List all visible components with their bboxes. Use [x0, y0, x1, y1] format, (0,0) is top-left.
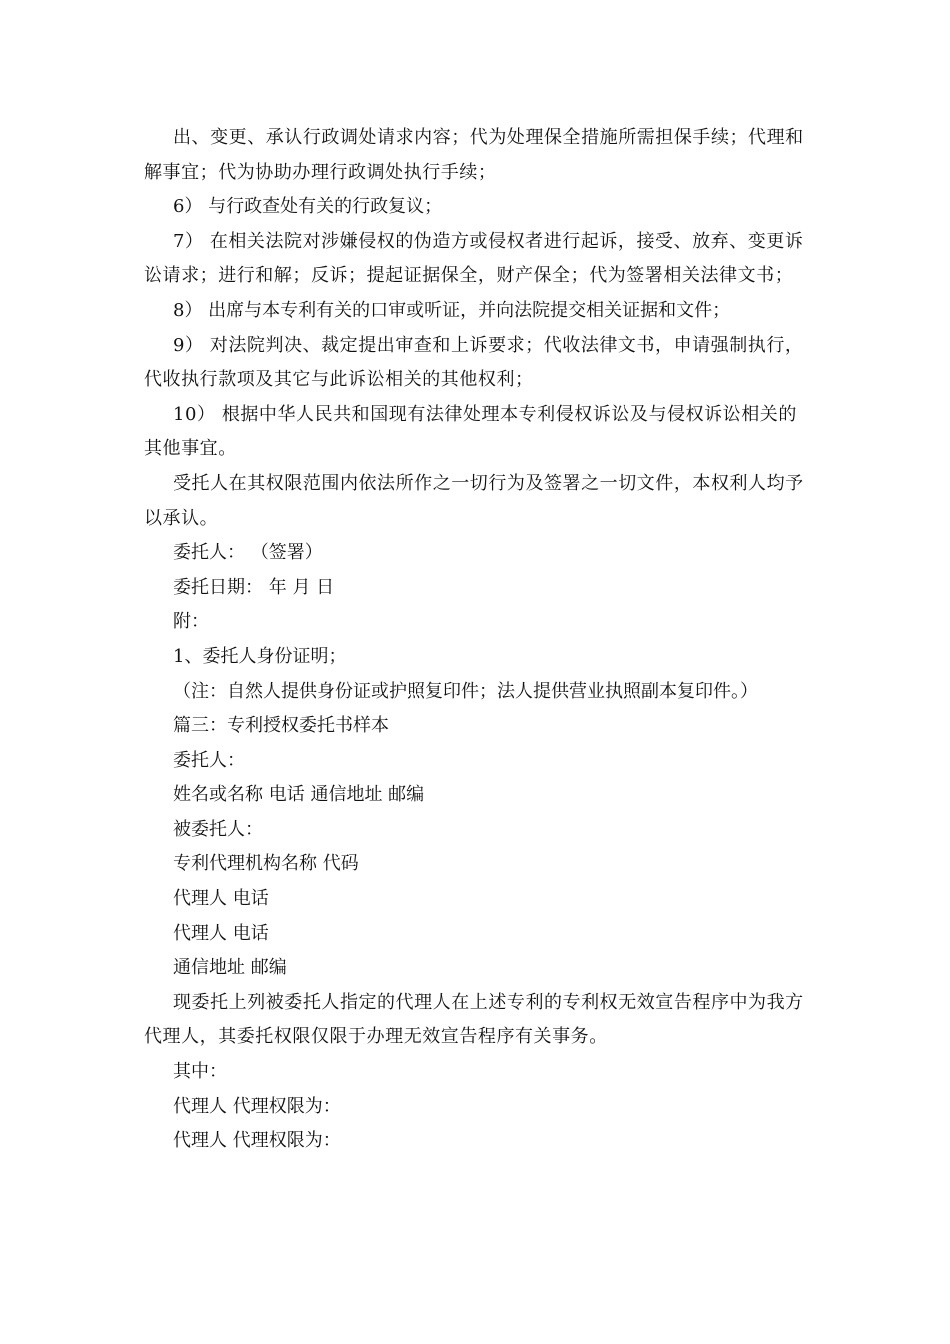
acknowledgement-paragraph: 受托人在其权限范围内依法所作之一切行为及签署之一切文件，本权利人均予以承认。 — [144, 472, 804, 529]
attachment-note: （注：自然人提供身份证或护照复印件；法人提供营业执照副本复印件。） — [173, 680, 758, 702]
list-item-10: 10） 根据中华人民共和国现有法律处理本专利侵权诉讼及与侵权诉讼相关的其他事宜。 — [144, 403, 797, 460]
document-body — [144, 121, 808, 1159]
principal-signature-line: 委托人： （签署） — [173, 542, 323, 564]
among-label: 其中： — [173, 1061, 227, 1083]
agent-fields-1: 代理人 电话 — [173, 888, 269, 910]
principal-fields: 姓名或名称 电话 通信地址 邮编 — [173, 784, 425, 806]
agent-fields-2: 代理人 电话 — [173, 922, 269, 944]
agency-fields: 专利代理机构名称 代码 — [173, 853, 359, 875]
entrust-statement: 现委托上列被委托人指定的代理人在上述专利的专利权无效宣告程序中为我方代理人，其委托权限仅限于办理无效宣告程序有关事务。 — [144, 991, 804, 1048]
list-item-8: 8） 出席与本专利有关的口审或听证，并向法院提交相关证据和文件； — [173, 299, 731, 321]
list-item-9: 9） 对法院判决、裁定提出审查和上诉要求；代收法律文书，申请强制执行，代收执行款项及其它与此诉讼相关的其他权利； — [144, 334, 804, 391]
section-title: 篇三：专利授权委托书样本 — [173, 715, 389, 737]
principal-label: 委托人： — [173, 749, 245, 771]
paragraph-continuation: 出、变更、承认行政调处请求内容；代为处理保全措施所需担保手续；代理和解事宜；代为协助办理行政调处执行手续； — [144, 127, 804, 183]
list-item-6: 6） 与行政查处有关的行政复议； — [173, 196, 443, 218]
address-fields: 通信地址 邮编 — [173, 957, 287, 979]
attachment-item-1: 1、委托人身份证明； — [173, 645, 347, 667]
entrust-date-line: 委托日期： 年 月 日 — [173, 576, 335, 598]
agent-authority-1: 代理人 代理权限为： — [173, 1095, 341, 1117]
attachment-heading: 附： — [173, 611, 209, 633]
agent-party-label: 被委托人： — [173, 818, 263, 840]
list-item-7: 7） 在相关法院对涉嫌侵权的伪造方或侵权者进行起诉，接受、放弃、变更诉讼请求；进行和解；反诉；提起证据保全，财产保全；代为签署相关法律文书； — [144, 230, 804, 287]
agent-authority-2: 代理人 代理权限为： — [173, 1130, 341, 1152]
